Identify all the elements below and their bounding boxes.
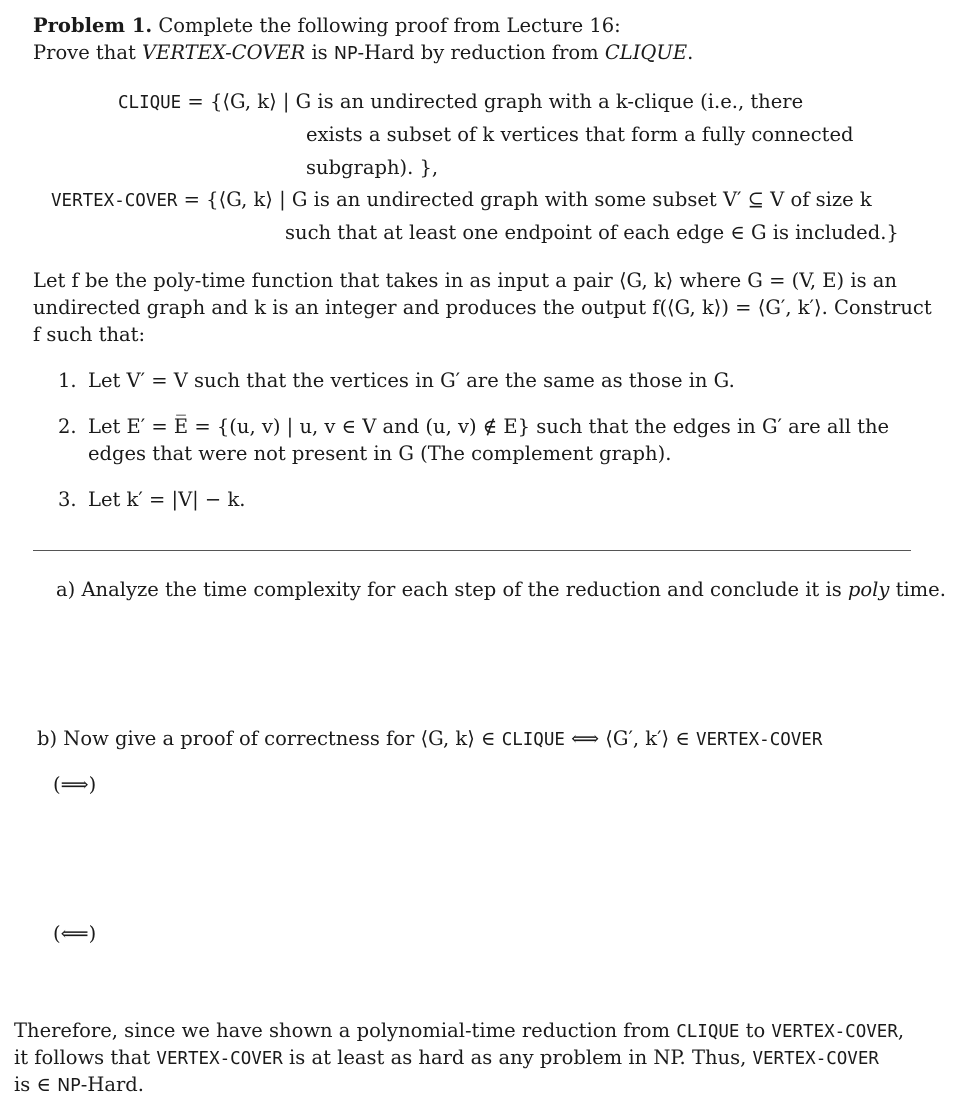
setup-line-1: Let f be the poly-time function that takes in as input a pair ⟨G, k⟩ where G = (V, E) is an: [33, 269, 897, 292]
np-class: NP: [333, 44, 358, 64]
step-2-text-line-2: edges that were not present in G (The complement graph).: [88, 442, 672, 465]
conclusion-line-3: is ∈ NP-Hard.: [14, 1073, 144, 1096]
section-divider: [33, 550, 911, 551]
step-2-number: 2.: [58, 415, 77, 438]
problem-label: Problem 1.: [33, 14, 153, 37]
clique-name: CLIQUE: [118, 93, 182, 113]
problem-intro: Complete the following proof from Lecture 16:: [158, 14, 621, 37]
part-a-question: a) Analyze the time complexity for each step of the reduction and conclude it is poly time.: [56, 578, 946, 601]
setup-line-3: f such that:: [33, 323, 146, 346]
vertex-cover-term-b: VERTEX-COVER: [695, 730, 823, 750]
backward-direction-label: (⟸): [53, 922, 97, 945]
conclusion-line-2: it follows that VERTEX-COVER is at least as hard as any problem in NP. Thus, VERTEX-COVER: [14, 1046, 879, 1069]
vertex-cover-definition-line-1: VERTEX-COVER = {⟨G, k⟩ | G is an undirected graph with some subset V′ ⊆ V of size k: [51, 188, 872, 211]
part-a-label: a): [56, 578, 76, 601]
forward-direction-label: (⟹): [53, 773, 97, 796]
vertex-cover-definition-line-2: such that at least one endpoint of each edge ∈ G is included.}: [285, 221, 899, 244]
step-1-number: 1.: [58, 369, 77, 392]
clique-term: CLIQUE: [604, 41, 688, 64]
setup-line-2: undirected graph and k is an integer and produces the output f(⟨G, k⟩) = ⟨G′, k′⟩. Construct: [33, 296, 932, 319]
step-3-number: 3.: [58, 488, 77, 511]
step-3-text: Let k′ = |V| − k.: [88, 488, 246, 511]
vertex-cover-name: VERTEX-COVER: [51, 191, 178, 211]
clique-definition-line-3: subgraph). },: [306, 156, 439, 179]
problem-statement: Prove that VERTEX-COVER is NP-Hard by reduction from CLIQUE.: [33, 41, 694, 64]
clique-definition-line-1: CLIQUE = {⟨G, k⟩ | G is an undirected graph with a k-clique (i.e., there: [118, 90, 804, 113]
clique-definition-line-2: exists a subset of k vertices that form a fully connected: [306, 123, 854, 146]
step-1-text: Let V′ = V such that the vertices in G′ are the same as those in G.: [88, 369, 735, 392]
part-b-question: b) Now give a proof of correctness for ⟨G, k⟩ ∈ CLIQUE ⟺ ⟨G′, k′⟩ ∈ VERTEX-COVER: [37, 727, 823, 750]
problem-heading: [33, 14, 621, 37]
vertex-cover-term: VERTEX-COVER: [142, 41, 306, 64]
part-b-label: b): [37, 727, 58, 750]
step-2-text-line-1: Let E′ = E̅ = {(u, v) | u, v ∈ V and (u, v) ∉ E} such that the edges in G′ are all the: [88, 415, 890, 438]
poly-emphasis: poly: [847, 578, 890, 601]
clique-term-b: CLIQUE: [501, 730, 565, 750]
conclusion-line-1: Therefore, since we have shown a polynomial-time reduction from CLIQUE to VERTEX-COVER,: [14, 1019, 905, 1042]
